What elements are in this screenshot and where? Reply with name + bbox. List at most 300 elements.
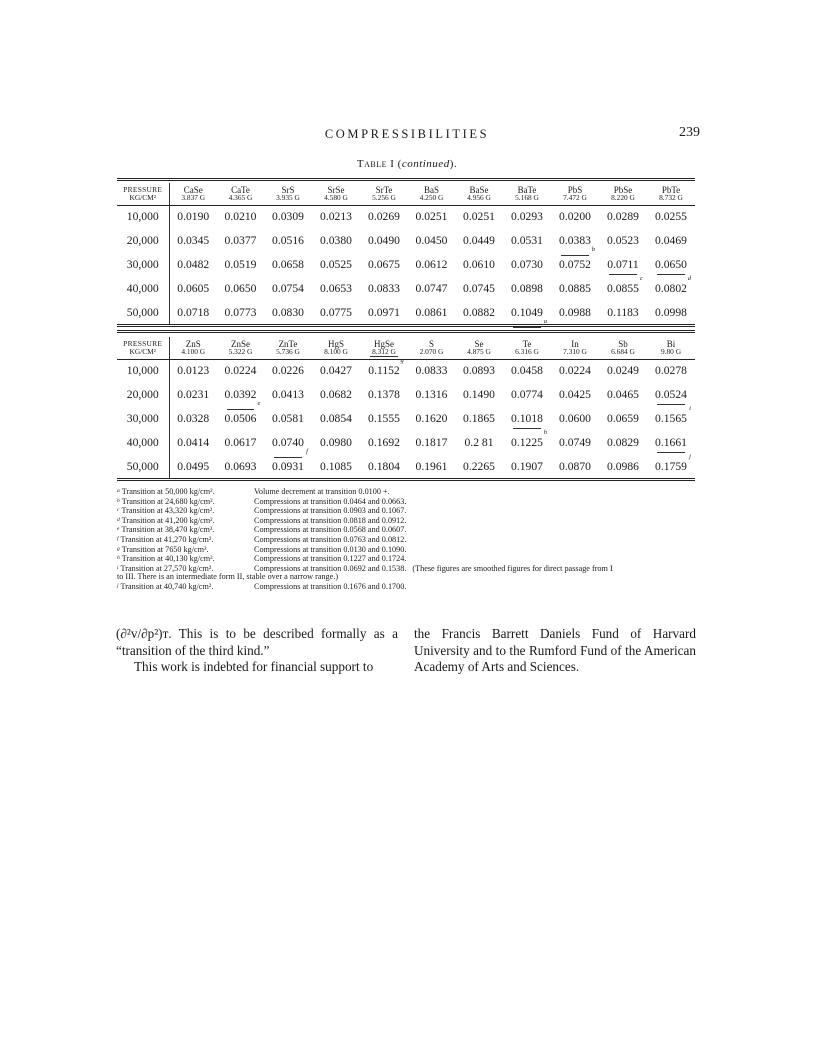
compression-cell (264, 431, 312, 455)
compression-value: 0.0465 (607, 388, 639, 401)
compression-value: 0.0380 (320, 234, 352, 247)
compression-cell (455, 431, 503, 455)
compression-value: 0.0251 (415, 210, 448, 223)
compression-cell (551, 205, 599, 229)
compression-cell (169, 431, 217, 455)
compression-cell (455, 301, 503, 325)
footnote-note: Volume decrement at transition 0.0100 +. (254, 487, 390, 496)
footnote (117, 535, 717, 545)
compression-cell (455, 253, 503, 277)
table-row (117, 455, 695, 479)
compression-value: 0.0718 (177, 306, 210, 319)
compression-value: 0.0482 (177, 258, 210, 271)
compression-cell (360, 359, 408, 383)
compression-value: 0.0855 (607, 282, 639, 295)
compression-value: 0.0210 (224, 210, 257, 223)
compression-value: 0.0506 (224, 412, 257, 425)
compression-cell (551, 407, 599, 431)
compression-cell (360, 277, 408, 301)
footnote-letter: f (306, 448, 308, 455)
compression-value: 0.0754 (272, 282, 304, 295)
compression-value: 0.1049 (511, 306, 543, 319)
pressure-header (117, 183, 169, 205)
compression-value: 0.0213 (320, 210, 352, 223)
table-continued: continued (401, 158, 450, 170)
footnote (117, 554, 717, 564)
table-row (117, 229, 695, 253)
compression-cell (169, 229, 217, 253)
table2-header-rule (117, 359, 695, 360)
transition-mark (368, 357, 404, 383)
compression-cell (312, 383, 360, 407)
footnote-note: Compressions at transition 0.0818 and 0.0912. (254, 515, 407, 525)
compression-value: 0.0986 (607, 460, 639, 473)
transition-mark (224, 383, 261, 407)
compression-cell (408, 431, 455, 455)
table-label: Table I (356, 158, 395, 170)
footnote-letter: g (400, 357, 404, 364)
compression-cell (312, 301, 360, 325)
transition-mark (655, 275, 691, 301)
compression-cell (217, 229, 264, 253)
compression-cell (264, 455, 312, 479)
compression-cell (169, 359, 217, 383)
footnote-note: Compressions at transition 0.0903 and 0.1067. (254, 506, 407, 516)
compression-value: 0.1085 (320, 460, 352, 473)
compression-value: 0.0414 (177, 436, 210, 449)
compression-cell (551, 431, 599, 455)
compression-value: 0.1378 (368, 388, 400, 401)
compression-value: 0.0525 (320, 258, 352, 271)
column-header: PbS 7.472 G (563, 185, 587, 202)
compression-cell (599, 455, 647, 479)
compression-value: 0.1692 (368, 436, 400, 449)
column-header: ZnSe 5.322 G (228, 339, 253, 356)
footnote-key: j (117, 582, 119, 589)
compression-cell (551, 455, 599, 479)
compression-cell (599, 229, 647, 253)
table2-top-rule (117, 330, 695, 333)
compression-cell (408, 301, 455, 325)
transition-mark (559, 229, 595, 253)
footnote (117, 497, 717, 507)
compression-value: 0.0740 (272, 436, 304, 449)
compression-cell (312, 359, 360, 383)
compression-cell (264, 229, 312, 253)
compression-cell (647, 455, 695, 479)
compression-cell (169, 277, 217, 301)
right-column (414, 626, 696, 676)
table1-header-row (117, 183, 695, 205)
footnote-transition: $^d$ Transition at 41,200 kg/cm². (117, 515, 215, 525)
compression-cell (217, 383, 264, 407)
compression-value: 0.0617 (224, 436, 257, 449)
compression-cell (599, 205, 647, 229)
paragraph: (∂²v/∂p²)ᴛ. This is to be described formally as a “transition of the third kind.” (116, 626, 398, 658)
footnote-transition: $^f$ Transition at 41,270 kg/cm². (117, 534, 214, 544)
compression-value: 0.0413 (272, 388, 304, 401)
compression-value: 0.0610 (463, 258, 495, 271)
compression-cell (647, 277, 695, 301)
compression-cell (264, 383, 312, 407)
compression-value: 0.0612 (415, 258, 448, 271)
column-header: CaTe 4.365 G (228, 185, 253, 202)
footnote-letter: d (687, 275, 691, 282)
table1-bottom-rule (117, 324, 695, 327)
compression-value: 0.2265 (463, 460, 495, 473)
compression-value: 0.1961 (415, 460, 448, 473)
page-number: 239 (679, 125, 700, 140)
compression-value: 0.0224 (224, 364, 257, 377)
column-header: In 7.310 G (563, 339, 587, 356)
compression-cell (169, 205, 217, 229)
compression-cell (360, 455, 408, 479)
compression-value: 0.0289 (607, 210, 639, 223)
compression-cell (312, 407, 360, 431)
compression-value: 0.0524 (655, 388, 687, 401)
compression-value: 0.0693 (224, 460, 257, 473)
pressure-cell: 30,000 (117, 253, 169, 277)
footnote (117, 582, 717, 592)
compression-cell (455, 205, 503, 229)
compression-value: 0.0749 (559, 436, 591, 449)
compression-value: 0.0774 (511, 388, 543, 401)
footnote-key: e (117, 526, 120, 533)
column-header: CaSe 3.837 G (181, 185, 206, 202)
compression-cell (217, 359, 264, 383)
compression-cell (455, 229, 503, 253)
compression-cell (169, 301, 217, 325)
footnote-letter: i (689, 405, 691, 412)
compression-cell (264, 277, 312, 301)
compression-cell (169, 455, 217, 479)
compression-value: 0.0458 (511, 364, 543, 377)
footnote-continuation: to III. There is an intermediate form II, stable over a narrow range.) (117, 572, 339, 582)
pressure-cell: 50,000 (117, 301, 169, 325)
compression-cell (503, 229, 551, 253)
compression-value: 0.0293 (511, 210, 543, 223)
compression-value: 0.1316 (415, 388, 448, 401)
footnote-key: a (117, 488, 120, 494)
column-header: ZnTe 5.736 G (276, 339, 300, 356)
pressure-unit: KG/CM² (129, 193, 156, 202)
footnote-letter: b (591, 246, 595, 253)
compression-cell (455, 455, 503, 479)
compression-value: 0.0427 (320, 364, 352, 377)
compression-cell (599, 431, 647, 455)
compression-value: 0.0773 (224, 306, 257, 319)
compression-value: 0.0519 (224, 258, 257, 271)
compression-value: 0.1183 (607, 306, 639, 319)
column-header: HgS 8.100 G (324, 339, 348, 356)
compression-value: 0.0829 (607, 436, 639, 449)
compression-cell (312, 455, 360, 479)
footnote (117, 573, 717, 582)
column-header: PbSe 8.220 G (611, 185, 635, 202)
compression-cell (599, 301, 647, 325)
compression-value: 0.0249 (607, 364, 639, 377)
transition-mark (655, 453, 691, 479)
column-header: SrS 3.935 G (276, 185, 300, 202)
table2-header-row (117, 337, 695, 359)
compression-value: 0.0830 (272, 306, 304, 319)
compression-cell (217, 455, 264, 479)
compression-value: 0.0775 (320, 306, 352, 319)
left-column (116, 626, 398, 676)
table-row (117, 359, 695, 383)
compression-value: 0.0469 (655, 234, 687, 247)
compression-cell (455, 359, 503, 383)
compression-cell (360, 407, 408, 431)
compression-value: 0.0650 (224, 282, 257, 295)
table-row (117, 383, 695, 407)
footnote-key: g (117, 545, 120, 552)
compression-value: 0.0833 (368, 282, 400, 295)
footnote (117, 506, 717, 516)
compression-cell (551, 229, 599, 253)
compression-cell (360, 205, 408, 229)
footnote-note: Compressions at transition 0.0763 and 0.0812. (254, 534, 407, 544)
compression-value: 0.0854 (320, 412, 352, 425)
footnote-key: h (117, 555, 120, 562)
compression-value: 0.0747 (415, 282, 448, 295)
compression-cell (217, 431, 264, 455)
compression-value: 0.0711 (607, 258, 639, 271)
footnote-note: Compressions at transition 0.0568 and 0.0607. (254, 525, 407, 535)
table-row (117, 431, 695, 455)
table-footnotes (117, 487, 717, 592)
compression-value: 0.0605 (177, 282, 210, 295)
footnote-key: b (117, 497, 120, 504)
pressure-header (117, 337, 169, 359)
table-row (117, 301, 695, 325)
column-header: BaSe 4.956 G (467, 185, 491, 202)
compression-value: 0.0659 (607, 412, 639, 425)
compression-cell (360, 383, 408, 407)
footnote-key: d (117, 516, 120, 523)
compression-cell (408, 277, 455, 301)
compression-value: 0.0231 (177, 388, 210, 401)
footnote-note: Compressions at transition 0.0692 and 0.1538. (254, 563, 407, 573)
pressure-cell: 20,000 (117, 383, 169, 407)
footnote-key: c (117, 507, 120, 514)
compression-value: 0.0392 (224, 388, 257, 401)
compression-value: 0.0861 (415, 306, 448, 319)
compression-cell (647, 359, 695, 383)
compression-value: 0.0650 (655, 258, 687, 271)
compression-value: 0.0490 (368, 234, 400, 247)
column-header: PbTe 8.732 G (659, 185, 683, 202)
compression-cell (169, 407, 217, 431)
column-header: ZnS 4.100 G (181, 339, 206, 356)
footnote-transition: $^i$ Transition at 27,570 kg/cm². (117, 563, 214, 573)
compression-value: 0.0523 (607, 234, 639, 247)
compression-cell (503, 277, 551, 301)
compression-value: 0.0251 (463, 210, 495, 223)
footnote-transition: $^h$ Transition at 40,130 kg/cm². (117, 554, 215, 564)
compression-value: 0.0745 (463, 282, 495, 295)
column-header: Te 6.316 G (515, 339, 539, 356)
pressure-cell: 50,000 (117, 455, 169, 479)
footnote-letter: e (257, 400, 261, 407)
compression-value: 0.0802 (655, 282, 687, 295)
compression-value: 0.0898 (511, 282, 543, 295)
compression-value: 0.0988 (559, 306, 591, 319)
compression-value: 0.1490 (463, 388, 495, 401)
table1-top-rule (117, 178, 695, 181)
compression-cell (551, 383, 599, 407)
compression-value: 0.0971 (368, 306, 400, 319)
compression-value: 0.0425 (559, 388, 591, 401)
compression-cell (169, 383, 217, 407)
body-text (116, 626, 696, 676)
footnote-transition: $^b$ Transition at 24,680 kg/cm². (117, 496, 215, 506)
pressure-cell: 10,000 (117, 359, 169, 383)
compression-cell (264, 205, 312, 229)
compression-value: 0.2 81 (464, 436, 494, 449)
compression-value: 0.1817 (415, 436, 448, 449)
compression-value: 0.0885 (559, 282, 591, 295)
compression-value: 0.0450 (415, 234, 448, 247)
compression-value: 0.0998 (655, 306, 687, 319)
compression-value: 0.0653 (320, 282, 352, 295)
compression-cell (503, 205, 551, 229)
compression-value: 0.0658 (272, 258, 304, 271)
transition-mark (511, 301, 547, 325)
compression-value: 0.0682 (320, 388, 352, 401)
footnote-key: f (117, 535, 119, 542)
compression-value: 0.0309 (272, 210, 304, 223)
footnote-note: Compressions at transition 0.0464 and 0.0663. (254, 496, 407, 506)
compression-value: 0.1620 (415, 412, 448, 425)
compression-cell (647, 205, 695, 229)
compression-cell (217, 253, 264, 277)
compression-cell (360, 253, 408, 277)
compression-cell (503, 431, 551, 455)
compression-cell (360, 301, 408, 325)
compression-cell (551, 301, 599, 325)
pressure-label: PRESSURE (123, 185, 163, 194)
compression-cell (312, 229, 360, 253)
footnote (117, 516, 717, 526)
compression-cell (455, 407, 503, 431)
compression-value: 0.0980 (320, 436, 352, 449)
compression-value: 0.0870 (559, 460, 591, 473)
compression-value: 0.0675 (368, 258, 400, 271)
compression-cell (312, 253, 360, 277)
compression-value: 0.0123 (177, 364, 210, 377)
footnote-letter: j (689, 453, 691, 460)
running-title: COMPRESSIBILITIES (324, 127, 490, 141)
compression-value: 0.0893 (463, 364, 495, 377)
compression-value: 0.1152 (368, 364, 400, 377)
compression-value: 0.0269 (368, 210, 400, 223)
compression-value: 0.0730 (511, 258, 543, 271)
compression-value: 0.0581 (272, 412, 304, 425)
compression-cell (647, 229, 695, 253)
compression-value: 0.0931 (272, 460, 304, 473)
pressure-unit: KG/CM² (129, 347, 156, 356)
compression-value: 0.0449 (463, 234, 495, 247)
page-header (117, 125, 700, 147)
paragraph: the Francis Barrett Daniels Fund of Harvard University and to the Rumford Fund of the American Academy of Arts and Sciences. (414, 626, 696, 675)
footnote (117, 525, 717, 535)
table-caption: Table I (continued). (356, 158, 458, 170)
compression-cell (551, 277, 599, 301)
pressure-cell: 30,000 (117, 407, 169, 431)
compression-value: 0.0190 (177, 210, 210, 223)
compression-value: 0.1555 (368, 412, 400, 425)
compression-cell (503, 383, 551, 407)
footnote-note: Compressions at transition 0.0130 and 0.1090. (254, 544, 407, 554)
compression-cell (312, 277, 360, 301)
footnote-extra: (These figures are smoothed figures for direct passage from I (412, 563, 613, 573)
compression-cell (312, 205, 360, 229)
pressure-cell: 20,000 (117, 229, 169, 253)
compression-cell (599, 383, 647, 407)
compression-cell (408, 229, 455, 253)
compression-cell (408, 383, 455, 407)
footnote-key: i (117, 564, 119, 571)
footnote-letter: c (640, 275, 643, 282)
compression-cell (503, 301, 551, 325)
compression-cell (264, 407, 312, 431)
column-header: S 2.070 G (419, 339, 444, 356)
compression-value: 0.0495 (177, 460, 210, 473)
footnote-transition: $^g$ Transition at 7650 kg/cm². (117, 544, 209, 554)
compression-cell (647, 407, 695, 431)
compression-cell (455, 277, 503, 301)
footnote-transition: $^a$ Transition at 50,000 kg/cm². (117, 487, 215, 496)
table-row (117, 277, 695, 301)
column-header: Bi 9.80 G (660, 339, 682, 356)
compression-value: 0.0278 (655, 364, 687, 377)
footnote (117, 487, 717, 497)
footnote-note: Compressions at transition 0.1676 and 0.1700. (254, 581, 407, 591)
footnote-letter: h (543, 429, 547, 436)
compression-cell (455, 383, 503, 407)
compression-cell (647, 301, 695, 325)
compression-cell (217, 407, 264, 431)
compression-cell (503, 455, 551, 479)
compression-cell (599, 407, 647, 431)
compression-cell (408, 359, 455, 383)
compression-cell (264, 253, 312, 277)
compression-value: 0.0600 (559, 412, 591, 425)
transition-mark (607, 275, 643, 301)
column-header: BaS 4.250 G (419, 185, 444, 202)
table1-header-rule (117, 205, 695, 206)
transition-mark (272, 431, 308, 455)
compression-value: 0.1565 (655, 412, 687, 425)
compression-value: 0.0516 (272, 234, 304, 247)
compression-cell (217, 205, 264, 229)
footnote-note: Compressions at transition 0.1227 and 0.1724. (254, 554, 407, 564)
footnote-transition: $^e$ Transition at 38,470 kg/cm². (117, 525, 215, 535)
compression-value: 0.0752 (559, 258, 591, 271)
table-row (117, 205, 695, 229)
compression-cell (217, 277, 264, 301)
compression-cell (408, 253, 455, 277)
transition-mark (511, 429, 547, 455)
compression-cell (503, 359, 551, 383)
table-row (117, 407, 695, 431)
column-header: SrTe 5.256 G (372, 185, 396, 202)
footnote (117, 545, 717, 555)
compression-value: 0.1804 (368, 460, 400, 473)
compression-value: 0.1018 (511, 412, 543, 425)
footnote-transition: $^c$ Transition at 43,320 kg/cm². (117, 506, 215, 516)
